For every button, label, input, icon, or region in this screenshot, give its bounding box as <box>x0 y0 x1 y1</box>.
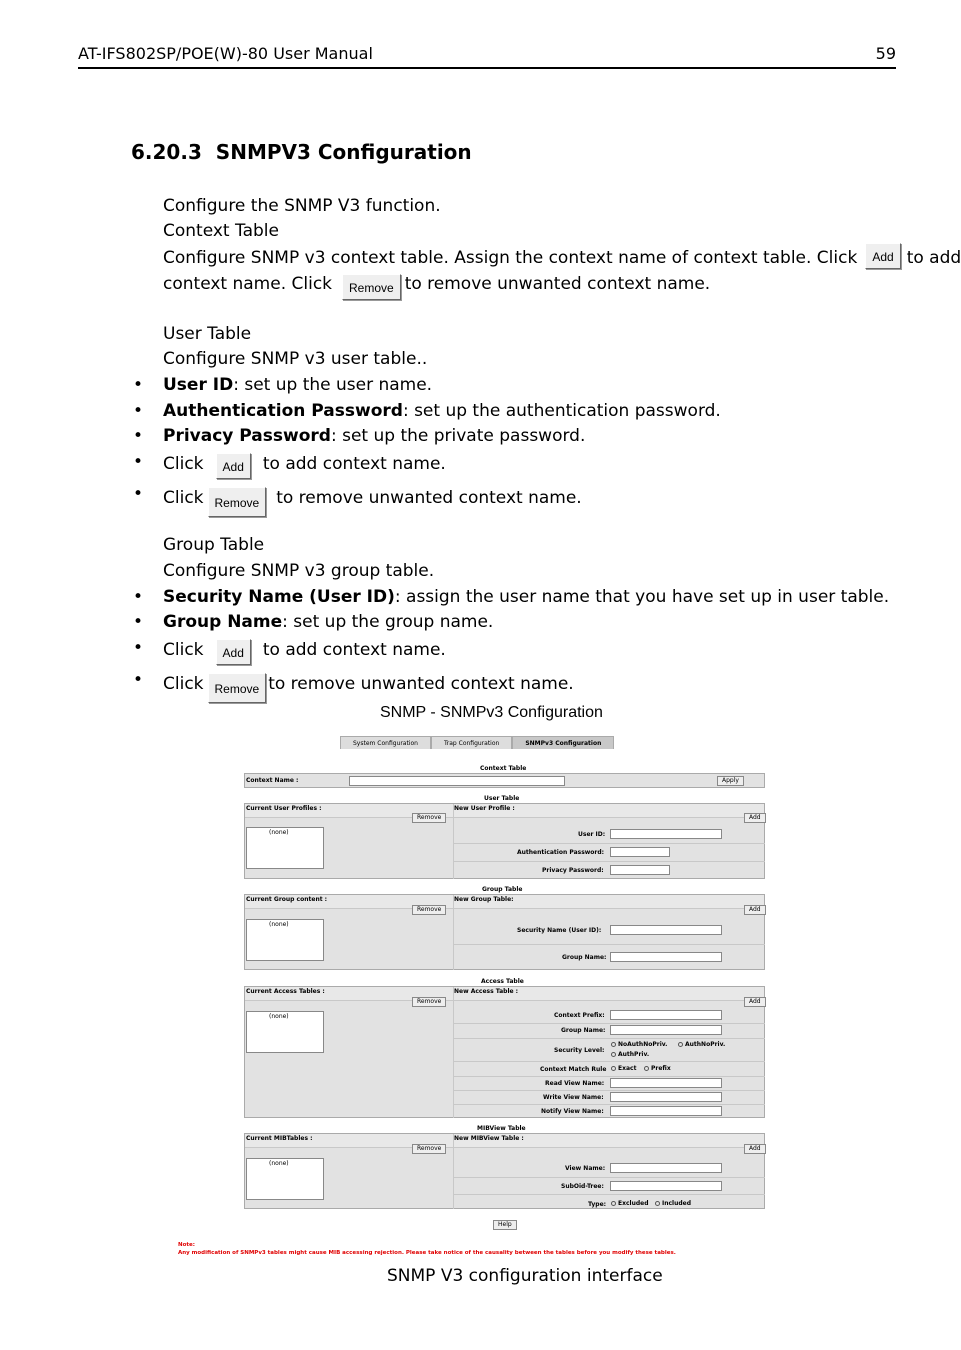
bullet: • <box>133 401 144 421</box>
remove-button-image: Remove <box>208 673 267 703</box>
tab-bar <box>340 736 614 749</box>
group-remove-line: Click Remove to remove unwanted context name. <box>163 669 574 699</box>
current-access-label: Current Access Tables : <box>246 988 325 995</box>
access-table-label: Access Table <box>481 978 524 985</box>
radio-icon <box>611 1066 616 1071</box>
section-number: 6.20.3 <box>131 140 202 164</box>
privacy-password-input[interactable] <box>610 865 670 875</box>
intro-text: Configure the SNMP V3 function. <box>163 196 441 216</box>
tab-snmpv3-configuration[interactable]: SNMPv3 Configuration <box>512 736 614 749</box>
group-item: Security Name (User ID): assign the user name that you have set up in user table. <box>163 587 890 607</box>
security-name-label: Security Name (User ID): <box>517 927 602 934</box>
add-button-image: Add <box>865 243 900 269</box>
tab-trap-configuration[interactable]: Trap Configuration <box>431 736 512 749</box>
radio-icon <box>611 1052 616 1057</box>
manual-title: AT-IFS802SP/POE(W)-80 User Manual <box>78 44 373 63</box>
new-access-label: New Access Table : <box>454 988 519 995</box>
group-add-line: Click Add to add context name. <box>163 637 446 663</box>
remove-button-image: Remove <box>342 274 401 300</box>
bullet: • <box>133 452 144 472</box>
column-divider <box>453 804 454 879</box>
auth-password-label: Authentication Password: <box>517 849 605 856</box>
type-excluded[interactable]: Excluded <box>611 1200 649 1207</box>
type-label: Type: <box>588 1201 607 1208</box>
view-name-label: View Name: <box>565 1165 606 1172</box>
column-divider <box>453 895 454 970</box>
remove-group-button[interactable]: Remove <box>412 905 446 915</box>
row-divider <box>453 1177 765 1178</box>
tab-system-configuration[interactable]: System Configuration <box>340 736 431 749</box>
user-add-line: Click Add to add context name. <box>163 451 446 477</box>
mib-table-label: MIBView Table <box>477 1125 526 1132</box>
context-heading: Context Table <box>163 221 279 241</box>
suboid-tree-input[interactable] <box>610 1181 722 1191</box>
add-button-image: Add <box>216 639 251 665</box>
context-line-1: Configure SNMP v3 context table. Assign the context name of context table. Click Add to add <box>163 245 961 271</box>
remove-user-button[interactable]: Remove <box>412 813 446 823</box>
radio-icon <box>611 1042 616 1047</box>
user-table-label: User Table <box>484 795 520 802</box>
add-group-button[interactable]: Add <box>744 905 766 915</box>
new-user-profile-label: New User Profile : <box>454 805 515 812</box>
add-button-image: Add <box>216 453 251 479</box>
user-profiles-list[interactable]: (none) <box>246 827 324 869</box>
section-heading: SNMPV3 Configuration <box>215 140 472 164</box>
row-divider <box>453 1038 765 1039</box>
add-mib-button[interactable]: Add <box>744 1144 766 1154</box>
page-header <box>78 44 896 69</box>
type-included[interactable]: Included <box>655 1200 691 1207</box>
group-heading: Group Table <box>163 535 265 555</box>
current-group-label: Current Group content : <box>246 896 328 903</box>
mib-table-panel <box>244 1133 765 1209</box>
notify-view-input[interactable] <box>610 1106 722 1116</box>
mib-tables-list[interactable]: (none) <box>246 1158 324 1200</box>
context-line-2: context name. Click Remove to remove unwanted context name. <box>163 271 710 297</box>
bullet: • <box>133 484 144 504</box>
write-view-input[interactable] <box>610 1092 722 1102</box>
context-name-input[interactable] <box>349 776 565 786</box>
add-access-button[interactable]: Add <box>744 997 766 1007</box>
auth-password-input[interactable] <box>610 847 670 857</box>
context-prefix-label: Context Prefix: <box>554 1012 605 1019</box>
radio-icon <box>644 1066 649 1071</box>
figure-caption: SNMP V3 configuration interface <box>387 1266 663 1286</box>
remove-access-button[interactable]: Remove <box>412 997 446 1007</box>
group-table-label: Group Table <box>482 886 523 893</box>
current-mib-label: Current MIBTables : <box>246 1135 313 1142</box>
context-prefix-input[interactable] <box>610 1010 722 1020</box>
context-name-label: Context Name : <box>246 777 299 784</box>
read-view-input[interactable] <box>610 1078 722 1088</box>
current-user-profiles-label: Current User Profiles : <box>246 805 322 812</box>
note-title: Note: <box>178 1242 195 1248</box>
row-divider <box>453 1194 765 1195</box>
row-divider <box>453 1061 765 1062</box>
bullet: • <box>133 638 144 658</box>
user-remove-line: Click Remove to remove unwanted context name. <box>163 483 582 513</box>
column-divider <box>453 1134 454 1209</box>
row-divider <box>453 1076 765 1077</box>
new-mib-label: New MIBView Table : <box>454 1135 524 1142</box>
row-divider <box>453 944 765 945</box>
group-name-label: Group Name: <box>562 954 607 961</box>
figure-title: SNMP - SNMPv3 Configuration <box>380 704 603 721</box>
suboid-tree-label: SubOid-Tree: <box>561 1183 604 1190</box>
group-desc: Configure SNMP v3 group table. <box>163 561 435 581</box>
access-tables-list[interactable]: (none) <box>246 1011 324 1053</box>
access-table-panel <box>244 986 765 1118</box>
row-divider <box>453 1104 765 1105</box>
group-name-input[interactable] <box>610 952 722 962</box>
row-divider <box>453 843 765 844</box>
note-text: Any modification of SNMPv3 tables might cause MIB accessing rejection. Please take notice of the causality between the tables before you modify these tables. <box>178 1250 676 1256</box>
row-divider <box>453 861 765 862</box>
context-table-panel <box>244 773 765 788</box>
security-level-authnopriv[interactable]: AuthNoPriv. <box>678 1041 725 1048</box>
privacy-password-label: Privacy Password: <box>542 867 604 874</box>
access-group-name-label: Group Name: <box>561 1027 606 1034</box>
row-divider <box>453 1090 765 1091</box>
new-group-label: New Group Table: <box>454 896 514 903</box>
bullet: • <box>133 375 144 395</box>
match-rule-exact[interactable]: Exact <box>611 1065 636 1072</box>
group-item: Group Name: set up the group name. <box>163 612 494 632</box>
access-group-name-input[interactable] <box>610 1025 722 1035</box>
write-view-label: Write View Name: <box>543 1094 604 1101</box>
remove-mib-button[interactable]: Remove <box>412 1144 446 1154</box>
bullet: • <box>133 670 144 690</box>
context-table-label: Context Table <box>480 765 527 772</box>
user-item: Authentication Password: set up the authentication password. <box>163 401 721 421</box>
match-rule-prefix[interactable]: Prefix <box>644 1065 671 1072</box>
user-desc: Configure SNMP v3 user table.. <box>163 349 428 369</box>
row-divider <box>453 1023 765 1024</box>
bullet: • <box>133 612 144 632</box>
apply-button[interactable]: Apply <box>717 776 744 786</box>
user-table-panel <box>244 803 765 879</box>
help-button[interactable]: Help <box>493 1220 517 1230</box>
bullet: • <box>133 587 144 607</box>
security-level-label: Security Level: <box>554 1047 605 1054</box>
radio-icon <box>655 1201 660 1206</box>
user-item: Privacy Password: set up the private password. <box>163 426 586 446</box>
user-id-label: User ID: <box>578 831 606 838</box>
read-view-label: Read View Name: <box>545 1080 605 1087</box>
section-title <box>131 140 472 164</box>
column-divider <box>453 987 454 1118</box>
radio-icon <box>678 1042 683 1047</box>
context-match-rule-label: Context Match Rule <box>540 1066 607 1073</box>
add-user-button[interactable]: Add <box>744 813 766 823</box>
notify-view-label: Notify View Name: <box>541 1108 604 1115</box>
user-heading: User Table <box>163 324 252 344</box>
security-level-authpriv[interactable]: AuthPriv. <box>611 1051 649 1058</box>
security-name-input[interactable] <box>610 925 722 935</box>
radio-icon <box>611 1201 616 1206</box>
security-level-noauthnopriv[interactable]: NoAuthNoPriv. <box>611 1041 667 1048</box>
user-id-input[interactable] <box>610 829 722 839</box>
group-table-panel <box>244 894 765 970</box>
remove-button-image: Remove <box>208 487 267 517</box>
view-name-input[interactable] <box>610 1163 722 1173</box>
group-content-list[interactable]: (none) <box>246 919 324 961</box>
user-item: User ID: set up the user name. <box>163 375 433 395</box>
bullet: • <box>133 426 144 446</box>
page-number: 59 <box>875 44 896 63</box>
